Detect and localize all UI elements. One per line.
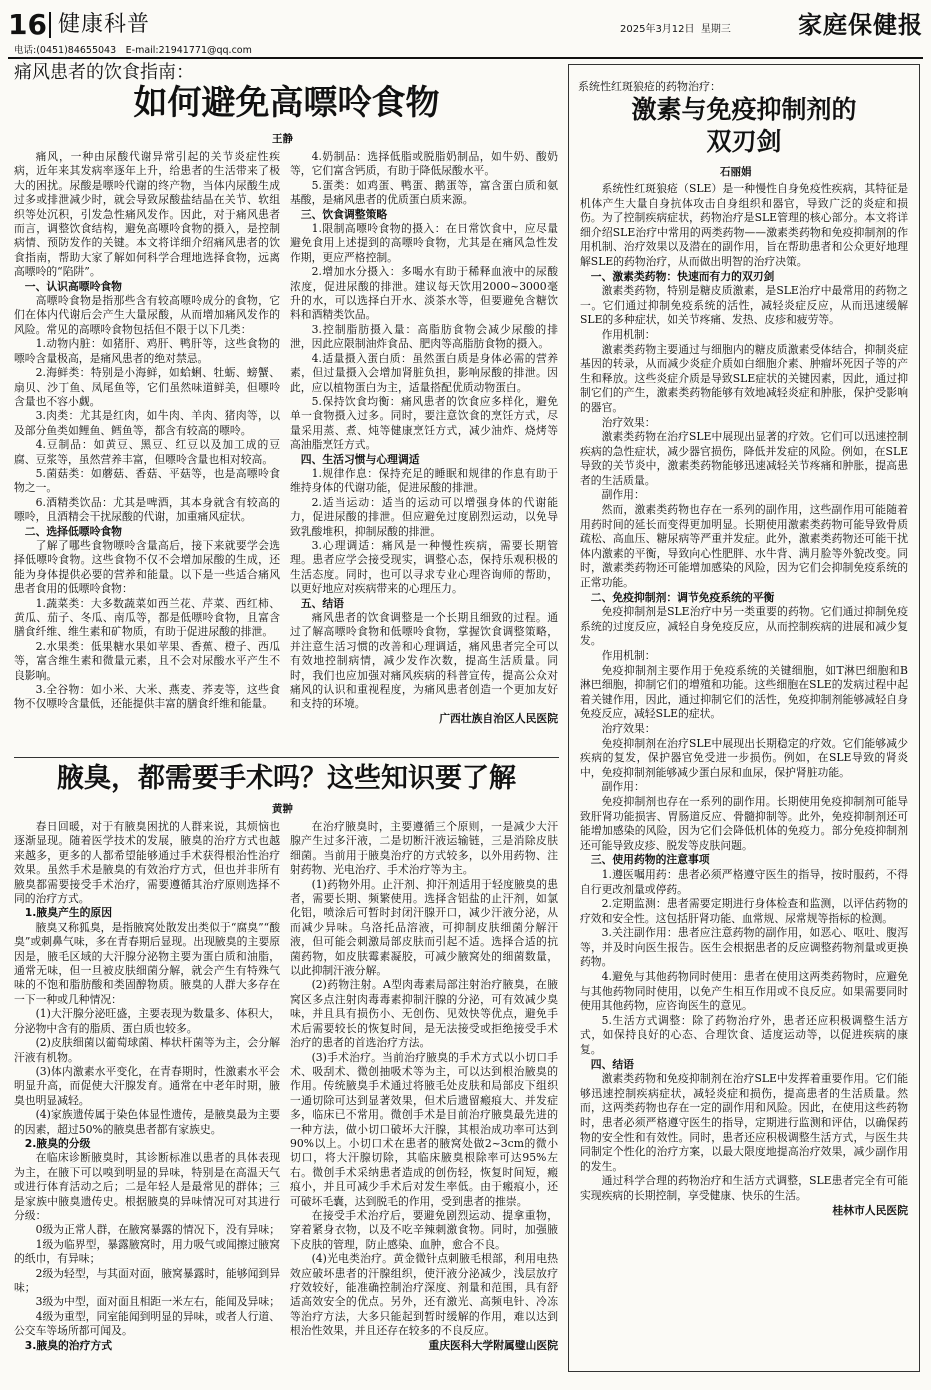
list-item: (3)体内激素水平变化，在青春期时，性激素水平会明显升高，而促使大汗腺发育。通常在中老年时期，腋臭也明显减轻。 bbox=[14, 1064, 280, 1107]
list-item: 2.适当运动：适当的运动可以增强身体的代谢能力，促进尿酸的排泄。但应避免过度剧烈运动，以免导致乳酸堆积，抑制尿酸的排泄。 bbox=[290, 495, 558, 538]
list-item: 2.定期监测：患者需要定期进行身体检查和监测，以评估药物的疗效和安全性。这包括肝肾功能、血常规、尿常规等指标的检测。 bbox=[580, 897, 908, 925]
institution-credit: 广西壮族自治区人民医院 bbox=[439, 711, 558, 725]
list-item: 3级为中型，面对面且相距一米左右，能闻及异味； bbox=[35, 1295, 280, 1309]
subheading: 三、使用药物的注意事项 bbox=[590, 853, 710, 867]
paragraph: 腋臭又称狐臭，是指腋窝处散发出类似于“腐臭”“酸臭”或刺鼻气味，多在青春期后显现。出现腋臭的主要原因是，腋毛区域的大汗腺分泌物主要为蛋白质和油脂，通常无味，但一旦被皮肤细菌分解，就会产生有特殊气味的不饱和脂肪酸和类固醇物质。腋臭的人群大多存在一下一种或几种情况： bbox=[14, 920, 280, 1006]
list-item: 5.生活方式调整：除了药物治疗外，患者还应积极调整生活方式，如保持良好的心态、合理饮食、适度运动等，以促进疾病的康复。 bbox=[580, 1013, 908, 1057]
weekday-text: 星期三 bbox=[700, 24, 731, 35]
list-item: 0级为正常人群，在腋窝暴露的情况下，没有异味； bbox=[35, 1223, 280, 1237]
list-item: 1.动物内脏：如猪肝、鸡肝、鸭肝等，这些食物的嘌呤含量极高，是痛风患者的绝对禁忌。 bbox=[14, 337, 280, 365]
masthead-divider bbox=[49, 12, 51, 38]
article3-column bbox=[580, 182, 908, 1364]
paragraph: 通过科学合理的药物治疗和生活方式调整，SLE患者完全有可能实现疾病的长期控制，享受健康、快乐的生活。 bbox=[580, 1174, 908, 1202]
list-item: (2)药物注射。A型肉毒素局部注射治疗腋臭，在腋窝区多点注射肉毒毒素抑制汗腺的分泌，可有效减少臭味，并且具有损伤小、无创伤、见效快等优点，避免手术后需要较长的恢复时间，是无法接受或拒绝接受手术治疗的患者的首选治疗方法。 bbox=[290, 978, 558, 1050]
list-item: 3.控制脂肪摄入量：高脂肪食物会减少尿酸的排泄，因此应限制油炸食品、肥肉等高脂肪食物的摄入。 bbox=[290, 322, 558, 351]
list-item: 2.水果类：低果糖水果如苹果、香蕉、橙子、西瓜等，富含维生素和微量元素，且不会对尿酸水平产生不良影响。 bbox=[14, 639, 280, 682]
paragraph: 在治疗腋臭时，主要遵循三个原则，一是减少大汗腺产生过多汗液，二是切断汗液运输链，三是消除皮肤细菌。当前用于腋臭治疗的方式较多，以外用药物、注射药物、光电治疗、手术治疗等为主。 bbox=[290, 820, 558, 877]
paragraph: 治疗效果： bbox=[601, 721, 656, 735]
article2-title: 腋臭，都需要手术吗？这些知识要了解 bbox=[57, 763, 516, 794]
contact-line: 电话:(0451)84655043 E-mail:21941771@qq.com bbox=[14, 45, 252, 56]
article2-column-2 bbox=[290, 820, 558, 1372]
issue-date bbox=[620, 20, 731, 35]
list-item: 5.菌菇类：如蘑菇、香菇、平菇等，也是高嘌呤食物之一。 bbox=[14, 466, 280, 495]
list-item: 3.关注副作用：患者应注意药物的副作用，如恶心、呕吐、腹泻等，并及时向医生报告。医生会根据患者的反应调整药物剂量或更换药物。 bbox=[580, 926, 908, 969]
paragraph: 免疫抑制剂主要作用于免疫系统的关键细胞，如T淋巴细胞和B淋巴细胞，抑制它们的增殖和功能。这些细胞在SLE的发病过程中起着关键作用，因此，通过抑制它们的活性，免疫抑制剂能够减轻自身免疫反应，减轻SLE的症状。 bbox=[580, 663, 908, 721]
article2-column-1 bbox=[14, 820, 280, 1372]
list-item: 3.全谷物：如小米、大米、燕麦、荞麦等，这些食物不仅嘌呤含量低，还能提供丰富的膳食纤维和能量。 bbox=[14, 683, 280, 711]
subheading: 2.腋臭的分级 bbox=[24, 1136, 91, 1150]
institution-credit: 重庆医科大学附属璧山医院 bbox=[428, 1338, 558, 1352]
list-item: 1.规律作息：保持充足的睡眠和规律的作息有助于维持身体的代谢功能，促进尿酸的排泄。 bbox=[290, 466, 558, 495]
paragraph: 免疫抑制剂是SLE治疗中另一类重要的药物。它们通过抑制免疫系统的过度反应，减轻自身免疫反应，从而控制疾病的进展和减少复发。 bbox=[580, 605, 908, 648]
page-number: 16 bbox=[8, 8, 47, 41]
paragraph: 作用机制： bbox=[601, 649, 656, 662]
list-item: 5.蛋类：如鸡蛋、鸭蛋、鹅蛋等，富含蛋白质和氨基酸，是痛风患者的优质蛋白质来源。 bbox=[290, 178, 558, 207]
article1-author: 王静 bbox=[272, 133, 293, 145]
paragraph: 高嘌呤食物是指那些含有较高嘌呤成分的食物，它们在体内代谢后会产生大量尿酸，从而增加痛风发作的风险。常见的高嘌呤食物包括但不限于以下几类： bbox=[14, 294, 280, 336]
article3-kicker: 系统性红斑狼疮的药物治疗： bbox=[578, 80, 721, 93]
list-item: 4.奶制品：选择低脂或脱脂奶制品，如牛奶、酸奶等，它们富含钙质，有助于降低尿酸水平。 bbox=[290, 150, 558, 178]
institution-credit: 桂林市人民医院 bbox=[832, 1203, 908, 1217]
subheading: 五、结语 bbox=[300, 596, 344, 610]
list-item: (1)大汗腺分泌旺盛，主要表现为数量多、体积大，分泌物中含有的脂质、蛋白质也较多。 bbox=[14, 1007, 280, 1035]
paragraph: 免疫抑制剂也存在一系列的副作用。长期使用免疫抑制剂可能导致肝肾功能损害、胃肠道反应、骨髓抑制等。此外，免疫抑制剂还可能增加感染的风险，因为它们会降低机体的免疫力。部分免疫抑制剂还可能导致皮疹、脱发等皮肤问题。 bbox=[580, 794, 908, 852]
subheading: 二、选择低嘌呤食物 bbox=[24, 524, 122, 538]
paragraph: 痛风患者的饮食调整是一个长期且细致的过程。通过了解高嘌呤食物和低嘌呤食物，掌握饮食调整策略，并注意生活习惯的改善和心理调适，痛风患者完全可以有效地控制病情，减少发作次数，提高生活质量。同时，我们也应加强对痛风疾病的科普宣传，提高公众对痛风的认识和重视程度，为痛风患者创造一个更加友好和支持的环境。 bbox=[290, 611, 558, 711]
article1-column-2 bbox=[290, 150, 558, 752]
article3-title-line1: 激素与免疫抑制剂的 bbox=[631, 95, 857, 124]
subheading: 3.腋臭的治疗方式 bbox=[24, 1338, 112, 1352]
paragraph: 了解了哪些食物嘌呤含量高后，接下来就要学会选择低嘌呤食物。这些食物不仅不会增加尿酸的生成，还能为身体提供必要的营养和能量。以下是一些适合痛风患者食用的低嘌呤食物： bbox=[14, 538, 280, 596]
list-item: (4)家族遗传属于染色体显性遗传，是腋臭最为主要的因素，超过50%的腋臭患者都有家族史。 bbox=[14, 1108, 280, 1136]
list-item: 4级为重型，同室能闻到明显的异味，或者人行道、公交车等场所都可闻及。 bbox=[14, 1309, 280, 1338]
list-item: 4.避免与其他药物同时使用：患者在使用这两类药物时，应避免与其他药物同时使用，以免产生相互作用或不良反应。如果需要同时使用其他药物，应咨询医生的意见。 bbox=[580, 970, 908, 1013]
paragraph: 系统性红斑狼疮（SLE）是一种慢性自身免疫性疾病，其特征是机体产生大量自身抗体攻击自身组织和器官，导致广泛的炎症和损伤。为了控制疾病症状，药物治疗是SLE管理的核心部分。本文将详细介绍SLE治疗中常用的两类药物——激素类药物和免疫抑制剂的作用机制、治疗效果以及潜在的副作用，旨在帮助患者和公众更好地理解SLE的药物治疗，从而做出明智的治疗决策。 bbox=[580, 182, 908, 268]
paragraph: 激素类药物在治疗SLE中展现出显著的疗效。它们可以迅速控制疾病的急性症状，减少器官损伤，降低并发症的风险。例如，在SLE导致的关节炎中，激素类药物能够迅速减轻关节疼痛和肿胀，提高患者的生活质量。 bbox=[580, 430, 908, 487]
date-text: 2025年3月12日 bbox=[620, 24, 695, 35]
paragraph: 副作用： bbox=[601, 780, 645, 794]
list-item: (4)光电类治疗。黄金微针点刺腋毛根部，利用电热效应破坏患者的汗腺组织，使汗液分泌减少，浅层放疗疗效较好，能准确控制治疗深度、剂量和范围，具有舒适高效安全的优点。另外，还有激光、高频电针、冷冻等治疗方法，大多只能起到暂时缓解的作用，难以达到根治性效果，并且还存在较多的不良反应。 bbox=[290, 1252, 558, 1338]
list-item: 1.限制高嘌呤食物的摄入：在日常饮食中，应尽量避免食用上述提到的高嘌呤食物，尤其是在痛风急性发作期，更应严格控制。 bbox=[290, 222, 558, 264]
list-item: 2.增加水分摄入：多喝水有助于稀释血液中的尿酸浓度，促进尿酸的排泄。建议每天饮用2000~3000毫升的水，可以选择白开水、淡茶水等，但要避免含糖饮料和酒精类饮品。 bbox=[290, 265, 558, 322]
paragraph: 然而，激素类药物也存在一系列的副作用，这些副作用可能随着用药时间的延长而变得更加明显。长期使用激素类药物可能导致骨质疏松、高血压、糖尿病等严重并发症。此外，激素类药物还可能干扰体内激素的平衡，导致向心性肥胖、水牛背、满月脸等外貌改变。同时，激素类药物还可能增加感染的风险，因为它们会抑制免疫系统的正常功能。 bbox=[580, 503, 908, 590]
masthead-rule bbox=[8, 57, 923, 59]
subheading: 1.腋臭产生的原因 bbox=[24, 906, 112, 920]
paragraph: 副作用： bbox=[601, 488, 645, 502]
article1-title: 如何避免高嘌呤食物 bbox=[133, 83, 440, 123]
list-item: 1级为临界型，暴露腋窝时，用力吸气或闻擦过腋窝的纸巾，有异味； bbox=[14, 1237, 280, 1266]
paragraph: 春日回暖，对于有腋臭困扰的人群来说，其烦恼也逐渐显现。随着医学技术的发展，腋臭的治疗方式也越来越多，更多的人都希望能够通过手术获得根治性治疗效果。虽然手术是腋臭的有效治疗方式，但也并非所有腋臭都需要接受手术治疗，需要遵循其治疗原则选择不同的治疗方式。 bbox=[14, 820, 280, 906]
list-item: 4.豆制品：如黄豆、黑豆、红豆以及加工成的豆腐、豆浆等，虽然营养丰富，但嘌呤含量也相对较高。 bbox=[14, 438, 280, 466]
paper-name: 家庭保健报 bbox=[798, 10, 923, 39]
subheading: 一、认识高嘌呤食物 bbox=[24, 279, 122, 293]
list-item: 4.适量摄入蛋白质：虽然蛋白质是身体必需的营养素，但过量摄入会增加肾脏负担，影响尿酸的排泄。因此，应以植物蛋白为主，适量搭配优质动物蛋白。 bbox=[290, 351, 558, 394]
list-item: (3)手术治疗。当前治疗腋臭的手术方式以小切口手术、吸刮术、微创抽吸术等为主，可以达到根治腋臭的作用。传统腋臭手术通过将腋毛处皮肤和局部皮下组织一通切除可达到显著效果，但术后遗留瘢痕大、并发症多，临床已不常用。微创手术是目前治疗腋臭最先进的一种方法，做小切口破坏大汗腺，其根治成功率可达到90%以上。小切口术在患者的腋窝处做2~3cm的微小切口，将大汗腺切除，其临床腋臭根除率可达95%左右。微创手术采纳患者造成的创伤轻，恢复时间短，瘢痕小，并且可减少手术后对发生率低。由于瘢痕小，还可破坏毛囊，达到脱毛的作用，受到患者的推崇。 bbox=[290, 1050, 558, 1208]
article2-author: 黄翀 bbox=[272, 803, 293, 815]
article3-title-line2: 双刃剑 bbox=[706, 127, 782, 156]
list-item: 6.酒精类饮品：尤其是啤酒，其本身就含有较高的嘌呤，且酒精会干扰尿酸的代谢，加重痛风症状。 bbox=[14, 495, 280, 524]
subheading: 二、免疫抑制剂：调节免疫系统的平衡 bbox=[590, 590, 775, 604]
subheading: 三、饮食调整策略 bbox=[300, 207, 388, 221]
list-item: (2)皮肤细菌以葡萄球菌、棒状杆菌等为主，会分解汗液有机物。 bbox=[14, 1036, 280, 1064]
article1-column-1 bbox=[14, 150, 280, 752]
masthead bbox=[8, 8, 923, 44]
paragraph: 在临床诊断腋臭时，其诊断标准以患者的具体表现为主，在腋下可以嗅到明显的异味，特别是在高温天气或进行体育活动之后；二是年轻人是最常见的群体；三是家族中腋臭遗传史。根据腋臭的异味情况可对其进行分级： bbox=[14, 1151, 280, 1222]
list-item: 2级为轻型，与其面对面，腋窝暴露时，能够闻到异味； bbox=[14, 1266, 280, 1294]
paragraph: 免疫抑制剂在治疗SLE中展现出长期稳定的疗效。它们能够减少疾病的复发，保护器官免受进一步损伤。例如，在SLE导致的肾炎中，免疫抑制剂能够减少蛋白尿和血尿，保护肾脏功能。 bbox=[580, 736, 908, 779]
subheading: 四、生活习惯与心理调适 bbox=[300, 452, 420, 466]
paragraph: 在接受手术治疗后，要避免剧烈运动、提拿重物，穿着紧身衣物，以及不吃辛辣刺激食物。同时，加强腋下皮肤的管理，防止感染、血肿，愈合不良。 bbox=[290, 1208, 558, 1251]
list-item: 3.心理调适：痛风是一种慢性疾病，需要长期管理。患者应学会接受现实，调整心态，保持乐观积极的生活态度。同时，也可以寻求专业心理咨询师的帮助，以更好地应对疾病带来的心理压力。 bbox=[290, 538, 558, 596]
list-item: 3.肉类：尤其是红肉，如牛肉、羊肉、猪肉等，以及部分鱼类如鲤鱼、鳕鱼等，都含有较高的嘌呤。 bbox=[14, 409, 280, 437]
subheading: 四、结语 bbox=[590, 1057, 634, 1071]
paragraph: 痛风，一种由尿酸代谢异常引起的关节炎症性疾病，近年来其发病率逐年上升，给患者的生活带来了极大的困扰。尿酸是嘌呤代谢的终产物，当体内尿酸生成过多或排泄减少时，就会导致尿酸盐结晶在关节、软组织等处沉积，引发急性痛风发作。因此，对于痛风患者而言，调整饮食结构，避免高嘌呤食物的摄入，是控制病情、预防发作的关键。本文将详细介绍痛风患者的饮食指南，帮助大家了解如何科学合理地选择食物，远离高嘌呤的“陷阱”。 bbox=[14, 150, 280, 279]
list-item: 2.海鲜类：特别是小海鲜，如蛤蜊、牡蛎、螃蟹、扇贝、沙丁鱼、凤尾鱼等，它们虽然味道鲜美，但嘌呤含量也不容小觑。 bbox=[14, 366, 280, 408]
article3-author: 石丽娟 bbox=[720, 166, 752, 178]
article1-kicker: 痛风患者的饮食指南： bbox=[14, 62, 194, 83]
list-item: 5.保持饮食均衡：痛风患者的饮食应多样化，避免单一食物摄入过多。同时，要注意饮食的烹饪方式，尽量采用蒸、煮、炖等健康烹饪方式，减少油炸、烧烤等高油脂烹饪方式。 bbox=[290, 394, 558, 452]
article-divider bbox=[14, 757, 559, 758]
paragraph: 激素类药物主要通过与细胞内的糖皮质激素受体结合，抑制炎症基因的转录，从而减少炎症介质如白细胞介素、肿瘤坏死因子等的产生和释放。这些炎症介质是导致SLE症状的关键因素，因此，通过抑制它们的产生，激素类药物能够有效地减轻炎症和肿胀，保护受影响的器官。 bbox=[580, 342, 908, 414]
paragraph: 激素类药物和免疫抑制剂在治疗SLE中发挥着重要作用。它们能够迅速控制疾病症状，减轻炎症和损伤，提高患者的生活质量。然而，这两类药物也存在一定的副作用和风险。因此，在使用这些药物时，患者必须严格遵守医生的指导，定期进行监测和评估，以确保药物的安全性和有效性。同时，患者还应积极调整生活方式，与医生共同制定个性化的治疗方案，以最大限度地提高治疗效果，减少副作用的发生。 bbox=[580, 1072, 908, 1173]
subheading: 一、激素类药物：快速而有力的双刃剑 bbox=[590, 269, 775, 283]
paragraph: 作用机制： bbox=[601, 327, 656, 341]
list-item: 1.遵医嘱用药：患者必须严格遵守医生的指导，按时服药，不得自行更改剂量或停药。 bbox=[580, 867, 908, 896]
section-name: 健康科普 bbox=[58, 12, 151, 37]
paragraph: 治疗效果： bbox=[601, 415, 656, 429]
paragraph: 激素类药物，特别是糖皮质激素，是SLE治疗中最常用的药物之一。它们通过抑制免疫系统的活性，减轻炎症反应，从而迅速缓解SLE的多种症状，如关节疼痛、发热、皮疹和疲劳等。 bbox=[580, 284, 908, 327]
list-item: (1)药物外用。止汗剂、抑汗剂适用于轻度腋臭的患者，需要长期、频繁使用。选择含铝盐的止汗剂，如氯化铝，喷涂后可暂时封闭汗腺开口，减少汗液分泌，从而减少异味。乌洛托品溶液，可抑制皮肤细菌分解汗液，但可能会刺激局部皮肤而引起不适。选择合适的抗菌药物，如皮肤霉素凝胶，可减少腋窝处的细菌数量，以此抑制汗液分解。 bbox=[290, 877, 558, 978]
list-item: 1.蔬菜类：大多数蔬菜如西兰花、芹菜、西红柿、黄瓜、茄子、冬瓜、南瓜等，都是低嘌呤食物，且富含膳食纤维、维生素和矿物质，有助于促进尿酸的排泄。 bbox=[14, 596, 280, 639]
